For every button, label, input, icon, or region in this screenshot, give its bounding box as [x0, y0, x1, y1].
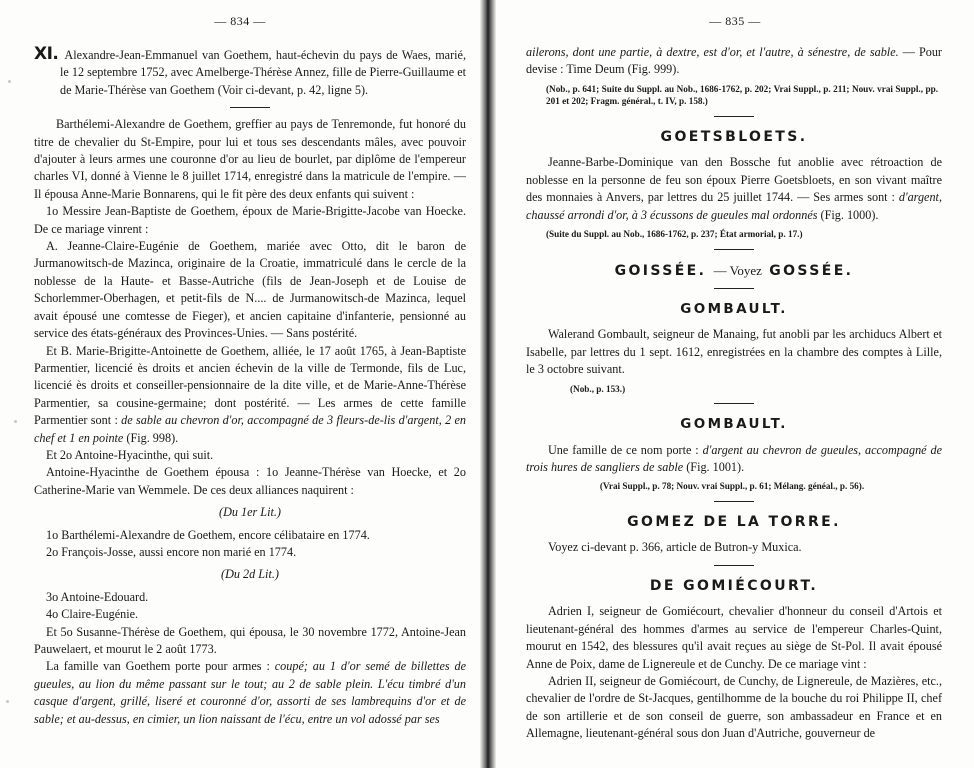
paragraph: Adrien I, seigneur de Gomiécourt, chevalier d'honneur du conseil d'Artois et lieutenant-général des hommes d'armes au service de l'empereur Charles-Quint, mourut en 1542, des blessures qu'il avait reçues au siège de St-Pol. Il avait épousé Anne de Poix, dame de Lignereule et de Cunchy. De ce mariage vint : — [526, 604, 942, 671]
blazon-text: ailerons, dont une partie, à dextre, est d'or, et l'autre, à sénestre, de sable. — [526, 45, 899, 59]
list-item: 1o Barthélemi-Alexandre de Goethem, encore célibataire en 1774. — [46, 527, 370, 542]
paragraph: Barthélemi-Alexandre de Goethem, greffier au pays de Tenremonde, fut honoré du titre de chevalier du St-Empire, pour lui et tous ses descendants mâles, avec pouvoir d'ajouter à leurs armes une couronne d'or au lieu de bourlet, par diplôme de l'empereur charles VI, donné à Vienne le 8 juillet 1714, enregistré dans la matricule de l'empire. — Il épousa Anne-Marie Bonnarens, qui le fit père des deux enfants qui suivent : — [34, 117, 466, 201]
reference-note: (Nob., p. 153.) — [570, 383, 626, 394]
section-rule — [714, 403, 754, 404]
paragraph-text: — Pour devise : Time Deum (Fig. 999). — [526, 45, 942, 77]
paragraph: 1o Messire Jean-Baptiste de Goethem, époux de Marie-Brigitte-Jacobe van Hoecke. De ce mariage vinrent : — [34, 204, 466, 236]
reference-note: (Suite du Suppl. au Nob., 1686-1762, p. 237; État armorial, p. 17.) — [546, 229, 803, 240]
section-rule — [714, 288, 754, 289]
figure-ref: (Fig. 1001). — [686, 460, 745, 475]
list-item: 2o François-Josse, aussi encore non marié en 1774. — [46, 544, 297, 559]
heading-gomez-de-la-torre: GOMEZ DE LA TORRE. — [627, 514, 841, 531]
reference-note: (Vrai Suppl., p. 78; Nouv. vrai Suppl., p. 61; Mélang. généal., p. 56). — [599, 481, 865, 492]
book-gutter — [480, 0, 496, 768]
scan-speck — [6, 700, 9, 703]
scan-speck — [8, 80, 11, 83]
scan-speck — [14, 420, 17, 423]
paragraph: Antoine-Hyacinthe de Goethem épousa : 1o Jeanne-Thérèse van Hoecke, et 2o Catherine-Marie van Wemmele. De ces deux alliances naquirent : — [34, 465, 466, 497]
heading-goissee-name: GOISSÉE. — [614, 262, 707, 279]
list-item: 4o Claire-Eugénie. — [46, 607, 139, 622]
left-page — [0, 0, 480, 768]
cross-reference-note: — Voyez — [713, 262, 762, 278]
paragraph: Voyez ci-devant p. 366, article de Butron-y Muxica. — [548, 540, 802, 555]
list-item: Et 5o Susanne-Thérèse de Goethem, qui épousa, le 30 novembre 1772, Antoine-Jean Pauwelaert, et mourut le 2 août 1773. — [34, 624, 466, 656]
paragraph-text: La famille van Goethem porte pour armes : — [46, 659, 270, 674]
heading-goissee — [526, 262, 942, 280]
section-rule — [714, 565, 754, 566]
right-page — [496, 0, 974, 768]
blazon-text: de sable au chevron d'or, accompagné de 3 fleurs-de-lis d'argent, 2 en chef et 1 en pointe — [34, 413, 466, 445]
paragraph — [526, 442, 942, 477]
paragraph — [34, 658, 466, 728]
heading-de-gomiecourt: DE GOMIÉCOURT. — [649, 577, 819, 594]
paragraph — [34, 343, 466, 447]
paragraph: Adrien II, seigneur de Gomiécourt, de Cunchy, de Lignereule, de Mazières, etc., chevalier de l'ordre de St-Jacques, gentilhomme de la bouche du roi Philippe II, chef de son artillerie et de son conseil de guerre, son ambassadeur en France et en Allemagne, lieutenant-général sous don Juan d'Autriche, gouverneur de — [526, 673, 942, 741]
heading-gossee-name: GOSSÉE. — [769, 262, 854, 279]
list-item: 3o Antoine-Edouard. — [46, 589, 149, 604]
blazon-text: coupé; au 1 d'or semé de billettes de gueules, au lion du même passant sur le tout; au 2 de sable plein. L'écu timbré d'un casque d'argent, grillé, liseré et couronné d'or, assorti de ses lambrequins d'or et de sable; et au-dessus, en cimier, un lion naissant de l'écu, entre un vol adossé par ses — [34, 659, 467, 726]
left-page-number: — 834 — — [214, 14, 266, 28]
heading-goetsbloets: GOETSBLOETS. — [660, 129, 808, 145]
left-page-body — [34, 46, 466, 728]
blazon-text: d'argent, chaussé arrondi d'or, à 3 écussons de gueules mal ordonnés — [526, 190, 942, 222]
paragraph: Walerand Gombault, seigneur de Manaing, fut anobli par les archiducs Albert et Isabelle, par lettres du 1 sept. 1612, enregistrées en la chambre des comptes à Lille, le 3 octobre suivant. — [526, 327, 942, 377]
figure-ref: (Fig. 998). — [126, 430, 179, 445]
heading-gombault-2: GOMBAULT. — [680, 416, 788, 433]
subheading: (Du 1er Lit.) — [219, 505, 281, 520]
paragraph-text: Et B. Marie-Brigitte-Antoinette de Goethem, alliée, le 17 août 1765, à Jean-Baptiste Parmentier, licencié ès droits et ancien échevin de la ville de Termonde, fils de Luc, licencié ès droits et conseiller-pensionnaire de la dite ville, et de Marie-Anne-Thérèse Parmentier, sa cousine-germaine; dont postérité. — Les armes de cette famille Parmentier sont : — [34, 343, 466, 428]
section-rule — [714, 501, 754, 502]
paragraph: A. Jeanne-Claire-Eugénie de Goethem, mariée avec Otto, dit le baron de Jurmanowitsch-de Mazinca, originaire de la Croatie, immatriculé dans le cercle de la noblesse de la Haute- et Basse-Autriche (fils de Jean-Joseph et de Louise de Schorlemmer-Oberhagen, et petit-fils de N.... de Jurmanowitsch-de Mazinca, lequel avait épousé une comtesse de Fieger), et ancien capitaine d'infanterie, pensionné au service des états-généraux des Provinces-Unies. — Sans postérité. — [34, 239, 466, 341]
paragraph: Et 2o Antoine-Hyacinthe, qui suit. — [46, 447, 214, 462]
blazon-text: d'argent au chevron de gueules, accompagné de trois hures de sangliers de sable — [526, 442, 943, 475]
section-rule — [714, 116, 754, 117]
entry-number: XI. — [34, 44, 59, 64]
section-rule — [230, 107, 270, 108]
subheading: (Du 2d Lit.) — [221, 567, 279, 582]
continued-paragraph — [526, 44, 942, 79]
section-rule — [714, 249, 754, 250]
paragraph-text: Jeanne-Barbe-Dominique van den Bossche fut anoblie avec rétroaction de noblesse en la personne de feu son époux Pierre Goetsbloets, en son vivant maître des monnaies à Anvers, par lettres du 25 juillet 1744. — Ses armes sont : — [526, 155, 942, 205]
entry-xi — [34, 46, 466, 99]
paragraph-text: Une famille de ce nom porte : — [548, 442, 699, 457]
figure-ref: (Fig. 1000). — [820, 207, 879, 222]
entry-xi-text: Alexandre-Jean-Emmanuel van Goethem, haut-échevin du pays de Waes, marié, le 12 septembre 1752, avec Amelberge-Thérèse Annez, fille de Pierre-Guillaume et de Marie-Thérèse van Goethem (Voir ci-devant, p. 42, ligne 5). — [60, 48, 466, 97]
right-page-number: — 835 — — [709, 14, 761, 28]
reference-note: (Nob., p. 641; Suite du Suppl. au Nob., 1686-1762, p. 202; Vrai Suppl., p. 211; Nouv. vrai Suppl., pp. 201 et 202; Fragm. général., t. IV, p. 158.) — [546, 83, 938, 107]
paragraph — [526, 154, 942, 224]
heading-gombault: GOMBAULT. — [680, 301, 788, 318]
right-page-body — [526, 44, 942, 743]
